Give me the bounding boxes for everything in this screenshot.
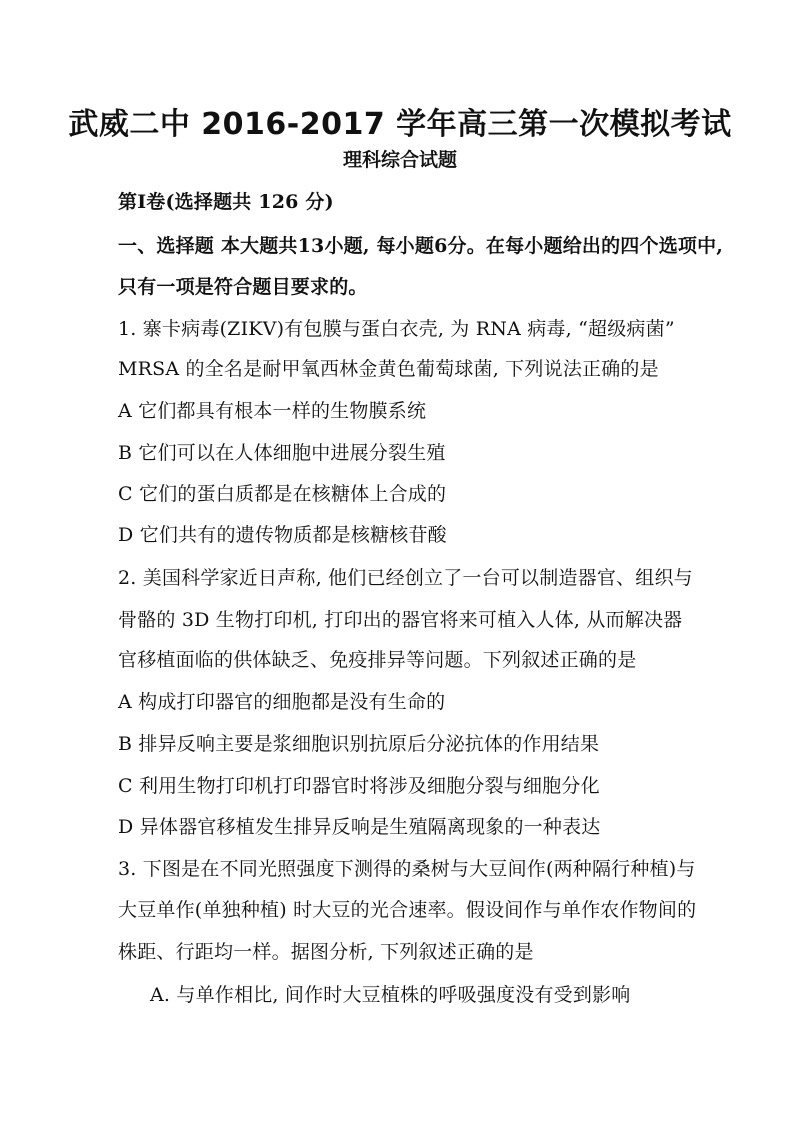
question-2-stem: 骨骼的 3D 生物打印机, 打印出的器官将来可植入人体, 从而解决器 — [118, 609, 683, 631]
question-3-stem: 大豆单作(单独种植) 时大豆的光合速率。假设间作与单作农作物间的 — [118, 899, 697, 921]
instructions-line: 一、选择题 本大题共13小题, 每小题6分。在每小题给出的四个选项中, — [118, 235, 724, 257]
question-3-stem: 3. 下图是在不同光照强度下测得的桑树与大豆间作(两种隔行种植)与 — [118, 858, 696, 880]
question-3-option-a: A. 与单作相比, 间作时大豆植株的呼吸强度没有受到影响 — [150, 984, 631, 1006]
question-3-stem: 株距、行距均一样。据图分析, 下列叙述正确的是 — [118, 941, 534, 963]
question-2-stem: 2. 美国科学家近日声称, 他们已经创立了一台可以制造器官、组织与 — [118, 567, 693, 589]
question-2-option-b: B 排异反响主要是浆细胞识别抗原后分泌抗体的作用结果 — [118, 733, 600, 755]
question-1-stem: 1. 寨卡病毒(ZIKV)有包膜与蛋白衣壳, 为 RNA 病毒, “超级病菌” — [118, 318, 675, 340]
section-heading: 第Ⅰ卷(选择题共 126 分) — [118, 191, 334, 213]
question-1-option-d: D 它们共有的遗传物质都是核糖核苷酸 — [118, 524, 447, 546]
exam-title: 武威二中 2016-2017 学年高三第一次模拟考试 — [68, 107, 732, 142]
question-2-option-a: A 构成打印器官的细胞都是没有生命的 — [118, 691, 446, 713]
instructions-line: 只有一项是符合题目要求的。 — [118, 276, 368, 298]
question-2-option-c: C 利用生物打印机打印器官时将涉及细胞分裂与细胞分化 — [118, 775, 600, 797]
question-1-option-a: A 它们都具有根本一样的生物膜系统 — [118, 400, 427, 422]
exam-subtitle: 理科综合试题 — [342, 149, 457, 171]
question-1-option-c: C 它们的蛋白质都是在核糖体上合成的 — [118, 483, 447, 505]
question-1-stem: MRSA 的全名是耐甲氧西林金黄色葡萄球菌, 下列说法正确的是 — [118, 358, 659, 380]
question-2-option-d: D 异体器官移植发生排异反响是生殖隔离现象的一种表达 — [118, 816, 601, 838]
question-2-stem: 官移植面临的供体缺乏、免疫排异等问题。下列叙述正确的是 — [118, 649, 637, 671]
question-1-option-b: B 它们可以在人体细胞中进展分裂生殖 — [118, 442, 446, 464]
